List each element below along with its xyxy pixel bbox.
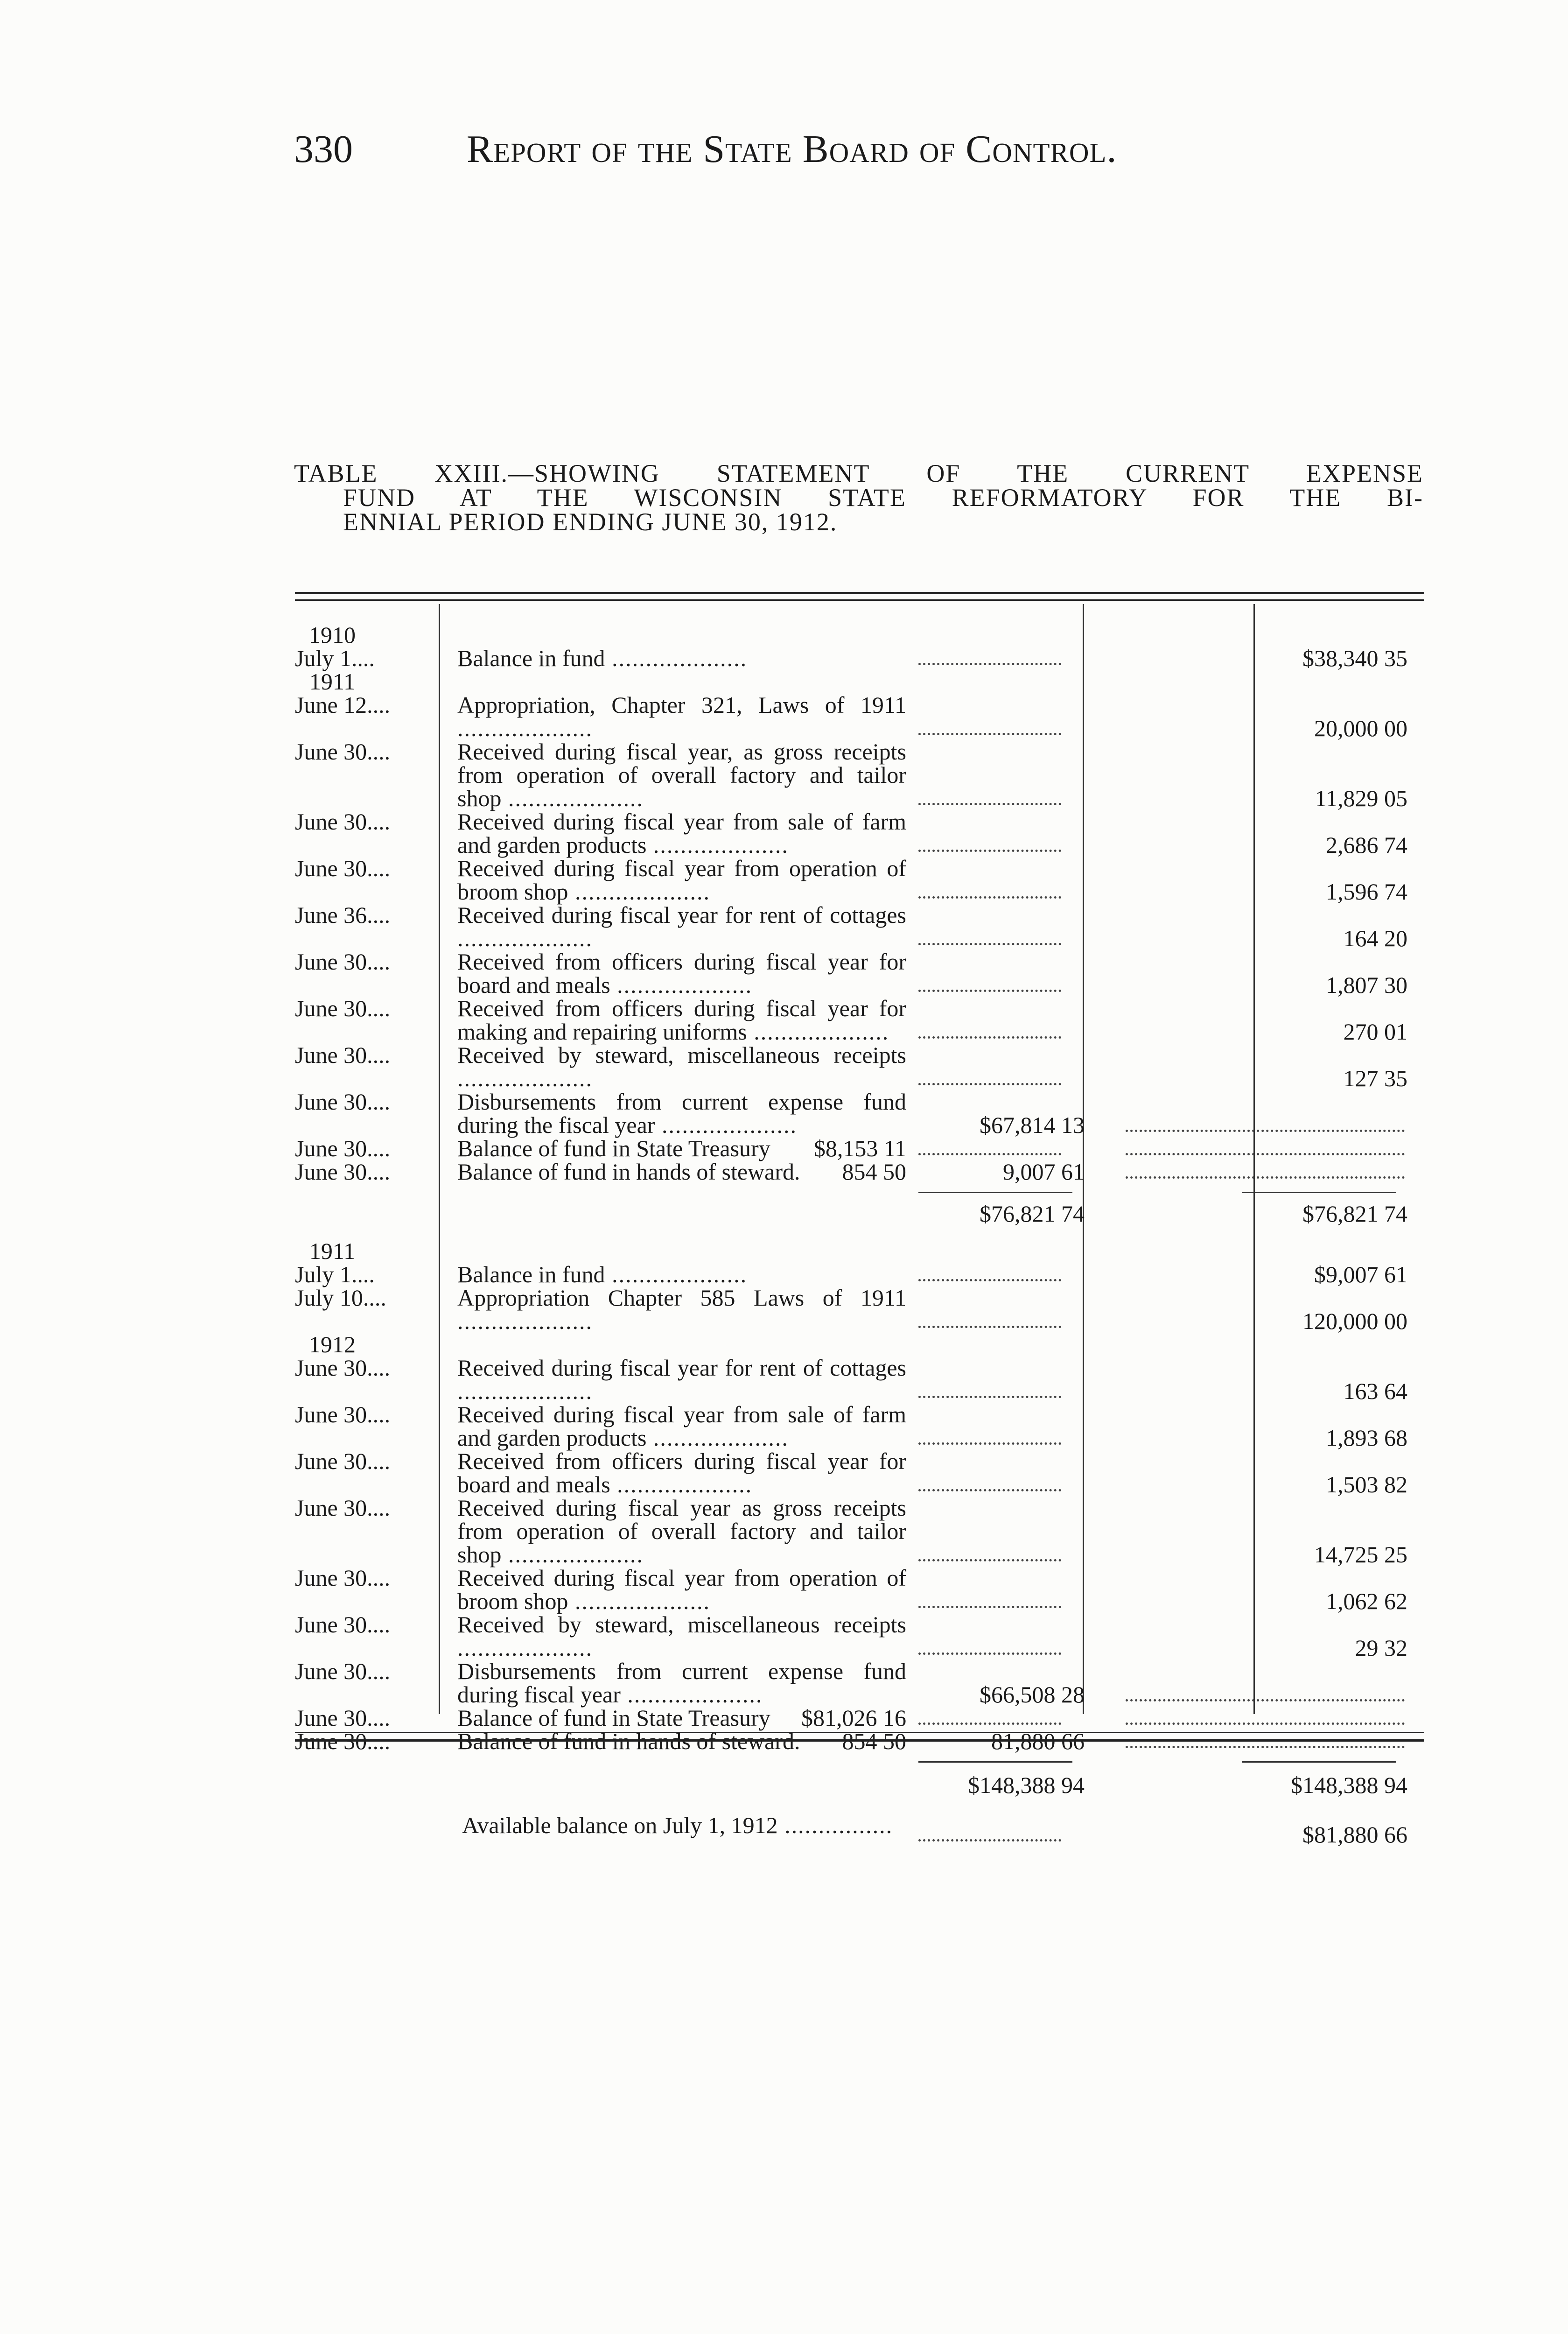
year-row — [295, 1333, 1424, 1356]
entry-description-text: Received by steward, miscellaneous receipts — [457, 1042, 906, 1068]
entry-description: Disbursements from current expense fund during fiscal year .................... — [457, 1658, 906, 1708]
entry-date: June 30.... — [295, 1705, 391, 1731]
entry-description: Received from officers during fiscal year for making and repairing uniforms .................... — [457, 995, 906, 1045]
dot-leader — [1126, 1176, 1405, 1179]
entry-description: Received by steward, miscellaneous receipts .................... — [457, 1611, 906, 1661]
dot-leader — [918, 1326, 1061, 1328]
entry-description-text: Appropriation, Chapter 321, Laws of 1911 — [457, 692, 906, 718]
entry-date: June 12.... — [295, 692, 391, 718]
dot-leader — [918, 1083, 1061, 1085]
total-col1: $76,821 74 — [980, 1201, 1085, 1227]
entry-description-text: Received during fiscal year as gross receipts from operation of overall factory and tailor shop — [457, 1495, 906, 1568]
entry-date: June 30.... — [295, 1355, 391, 1381]
entry-description: Disbursements from current expense fund during the fiscal year .................... — [457, 1089, 906, 1138]
ledger-period-1 — [295, 623, 1424, 1183]
entry-description: Appropriation, Chapter 321, Laws of 1911 .................... — [457, 692, 906, 741]
amount-col2: 127 35 — [1343, 1065, 1407, 1091]
entry-description-text: Received from officers during fiscal year for making and repairing uniforms — [457, 995, 906, 1045]
entry-date: June 30.... — [295, 1042, 391, 1068]
entry-date: June 30.... — [295, 1135, 391, 1161]
ledger-row — [295, 1659, 1424, 1706]
ledger-row — [295, 997, 1424, 1043]
year-row — [295, 1239, 1424, 1263]
ledger-row — [295, 1263, 1424, 1286]
year-label: 1912 — [309, 1331, 356, 1357]
total-rule — [918, 1761, 1072, 1763]
entry-date: June 30.... — [295, 1611, 391, 1638]
entry-description-text: Received from officers during fiscal year for board and meals — [457, 949, 906, 998]
entry-description: Received from officers during fiscal year for board and meals .................... — [457, 1448, 906, 1497]
entry-date: July 10.... — [295, 1285, 386, 1311]
entry-date: July 1.... — [295, 645, 375, 671]
entry-description-text: Received during fiscal year for rent of cottages — [457, 1355, 906, 1381]
entry-description: Balance in fund .................... — [457, 645, 748, 671]
entry-date: June 30.... — [295, 808, 391, 835]
amount-col2: 1,596 74 — [1326, 879, 1407, 905]
entry-description: Received during fiscal year from sale of farm and garden products .................... — [457, 808, 906, 858]
bottom-rule-inner — [295, 1732, 1424, 1733]
ledger-row — [295, 810, 1424, 857]
ledger-row — [295, 693, 1424, 740]
year-label: 1911 — [309, 1238, 356, 1264]
entry-description-text: Received during fiscal year from operation of broom shop — [457, 1565, 906, 1614]
ledger-row — [295, 1613, 1424, 1659]
amount-col2: 270 01 — [1343, 1019, 1407, 1045]
amount-col2: $38,340 35 — [1302, 645, 1407, 671]
page-header — [294, 127, 1461, 171]
ledger-row — [295, 1090, 1424, 1137]
amount-col1: 81,880 66 — [991, 1728, 1085, 1754]
entry-description: Received during fiscal year from operation of broom shop .................... — [457, 1565, 906, 1614]
ledger-row — [295, 1496, 1424, 1566]
ledger-row — [295, 950, 1424, 997]
amount-col2: 2,686 74 — [1326, 832, 1407, 858]
entry-description-text: Disbursements from current expense fund during the fiscal year — [457, 1089, 906, 1138]
entry-description-text: Received from officers during fiscal year for board and meals — [457, 1448, 906, 1497]
entry-description-text: Balance in fund — [457, 1261, 605, 1287]
ledger-period-2 — [295, 1239, 1424, 1753]
table-title — [294, 461, 1423, 534]
ledger-row — [295, 1137, 1424, 1160]
totals-row — [295, 1753, 1424, 1814]
ledger-row — [295, 903, 1424, 950]
entry-description-text: Received during fiscal year for rent of cottages — [457, 902, 906, 928]
entry-description-text: Balance of fund in State Treasury — [457, 1135, 770, 1161]
total-col2: $148,388 94 — [1291, 1772, 1407, 1798]
amount-col2: 11,829 05 — [1315, 785, 1407, 811]
total-rule — [918, 1192, 1072, 1193]
table-title-line: TABLE XXIII.—SHOWING STATEMENT OF THE CURRENT EXPENSE — [294, 459, 1423, 487]
dot-leader — [918, 733, 1061, 735]
entry-description-text: Received during fiscal year from sale of farm and garden products — [457, 808, 906, 858]
entry-sub-amount: $8,153 11 — [813, 1135, 906, 1161]
available-balance-amount: $81,880 66 — [1302, 1821, 1407, 1848]
dot-leader — [918, 663, 1061, 665]
entry-description: Received from officers during fiscal year for board and meals .................... — [457, 949, 906, 998]
year-label: 1911 — [309, 668, 356, 695]
entry-description-text: Balance of fund in hands of steward. — [457, 1159, 800, 1185]
entry-description-text: Balance in fund — [457, 645, 605, 671]
year-row — [295, 623, 1424, 647]
entry-description: Received during fiscal year for rent of cottages .................... — [457, 1355, 906, 1404]
ledger-row — [295, 647, 1424, 670]
entry-date: June 30.... — [295, 738, 391, 765]
amount-col2: 163 64 — [1343, 1378, 1407, 1404]
entry-date: June 30.... — [295, 1401, 391, 1427]
top-rule — [295, 592, 1424, 594]
totals-row — [295, 1183, 1424, 1239]
ledger-row — [295, 1286, 1424, 1333]
dot-leader — [918, 990, 1061, 992]
amount-col2: 120,000 00 — [1302, 1308, 1407, 1334]
dot-leader — [1126, 1153, 1405, 1155]
entry-description: Appropriation Chapter 585 Laws of 1911 .................... — [457, 1285, 906, 1334]
ledger-row — [295, 1043, 1424, 1090]
entry-sub-amount: $81,026 16 — [801, 1705, 906, 1731]
entry-description-text: Received during fiscal year, as gross receipts from operation of overall factory and tailor shop — [457, 738, 906, 811]
total-rule — [1242, 1761, 1396, 1763]
entry-date: July 1.... — [295, 1261, 375, 1287]
entry-description-text: Received during fiscal year from operation of broom shop — [457, 855, 906, 905]
entry-date: June 30.... — [295, 855, 391, 881]
dot-leader — [918, 850, 1061, 852]
dot-leader — [918, 943, 1061, 945]
entry-description-text: Received by steward, miscellaneous receipts — [457, 1611, 906, 1638]
available-balance-label: Available balance on July 1, 1912 ................ — [462, 1812, 893, 1838]
entry-date: June 30.... — [295, 1495, 391, 1521]
dot-leader — [1126, 1130, 1405, 1132]
total-col2: $76,821 74 — [1302, 1201, 1407, 1227]
amount-col2: 29 32 — [1355, 1635, 1407, 1661]
entry-date: June 30.... — [295, 1658, 391, 1684]
entry-description-text: Balance of fund in State Treasury — [457, 1705, 770, 1731]
dot-leader — [918, 1606, 1061, 1608]
amount-col2: 14,725 25 — [1314, 1541, 1407, 1568]
dot-leader — [918, 1036, 1061, 1039]
ledger-row — [295, 1356, 1424, 1403]
entry-date: June 30.... — [295, 1728, 391, 1754]
entry-description-text: Balance of fund in hands of steward. — [457, 1728, 800, 1754]
amount-col2: 1,503 82 — [1326, 1471, 1407, 1497]
dot-leader — [1126, 1722, 1405, 1725]
entry-description-text: Disbursements from current expense fund during fiscal year — [457, 1658, 906, 1708]
amount-col2: $9,007 61 — [1314, 1261, 1407, 1287]
amount-col2: 1,062 62 — [1326, 1588, 1407, 1614]
amount-col2: 164 20 — [1343, 925, 1407, 951]
entry-description: Received during fiscal year, as gross receipts from operation of overall factory and tailor shop .................... — [457, 738, 906, 811]
amount-col1: $66,508 28 — [980, 1681, 1085, 1708]
year-row — [295, 670, 1424, 693]
entry-date: June 36.... — [295, 902, 391, 928]
dot-leader — [918, 1722, 1061, 1725]
ledger-table — [295, 623, 1424, 1846]
entry-description — [457, 1706, 906, 1729]
amount-col2: 20,000 00 — [1314, 715, 1407, 741]
dot-leader — [918, 803, 1061, 805]
entry-sub-amount: 854 50 — [842, 1159, 906, 1185]
entry-description: Received during fiscal year as gross receipts from operation of overall factory and tailor shop .................... — [457, 1495, 906, 1568]
ledger-row — [295, 1403, 1424, 1449]
year-label: 1910 — [309, 622, 356, 648]
entry-date: June 30.... — [295, 949, 391, 975]
amount-col2: 1,893 68 — [1326, 1425, 1407, 1451]
entry-sub-amount: 854 50 — [842, 1728, 906, 1754]
entry-description: Received during fiscal year for rent of cottages .................... — [457, 902, 906, 951]
ledger-row — [295, 740, 1424, 810]
bottom-rule — [295, 1739, 1424, 1742]
ledger-row — [295, 1706, 1424, 1729]
entry-date: June 30.... — [295, 1448, 391, 1474]
amount-col1: $67,814 13 — [980, 1112, 1085, 1138]
dot-leader — [918, 1489, 1061, 1491]
available-balance-row — [295, 1814, 1424, 1846]
ledger-row — [295, 857, 1424, 903]
dot-leader — [918, 1559, 1061, 1561]
entry-date: June 30.... — [295, 1089, 391, 1115]
dot-leader — [918, 1442, 1061, 1445]
ledger-row — [295, 1160, 1424, 1183]
entry-date: June 30.... — [295, 995, 391, 1021]
entry-description-text: Received during fiscal year from sale of farm and garden products — [457, 1401, 906, 1451]
dot-leader — [918, 1153, 1061, 1155]
ledger-row — [295, 1449, 1424, 1496]
running-title: Report of the State Board of Control. — [467, 127, 1117, 171]
entry-description-text: Appropriation Chapter 585 Laws of 1911 — [457, 1285, 906, 1311]
total-rule — [1242, 1192, 1396, 1193]
entry-date: June 30.... — [295, 1565, 391, 1591]
amount-col1: 9,007 61 — [1003, 1159, 1085, 1185]
ledger-row — [295, 1566, 1424, 1613]
entry-description: Balance in fund .................... — [457, 1261, 748, 1287]
dot-leader — [918, 896, 1061, 899]
top-rule-inner — [295, 599, 1424, 601]
entry-description — [457, 1160, 906, 1183]
dot-leader — [918, 1396, 1061, 1398]
dot-leader — [1126, 1746, 1405, 1748]
entry-description — [457, 1137, 906, 1160]
total-col1: $148,388 94 — [968, 1772, 1085, 1798]
entry-description: Received by steward, miscellaneous receipts .................... — [457, 1042, 906, 1091]
page-number: 330 — [294, 127, 353, 171]
table-title-line: FUND AT THE WISCONSIN STATE REFORMATORY FOR THE BI- — [343, 484, 1423, 512]
entry-description: Received during fiscal year from sale of farm and garden products .................... — [457, 1401, 906, 1451]
table-title-line: ENNIAL PERIOD ENDING JUNE 30, 1912. — [343, 508, 838, 536]
dot-leader — [918, 1652, 1061, 1655]
entry-description: Received during fiscal year from operation of broom shop .................... — [457, 855, 906, 905]
dot-leader — [1126, 1699, 1405, 1701]
dot-leader — [918, 1279, 1061, 1281]
dot-leader — [918, 1839, 1061, 1842]
entry-date: June 30.... — [295, 1159, 391, 1185]
amount-col2: 1,807 30 — [1326, 972, 1407, 998]
